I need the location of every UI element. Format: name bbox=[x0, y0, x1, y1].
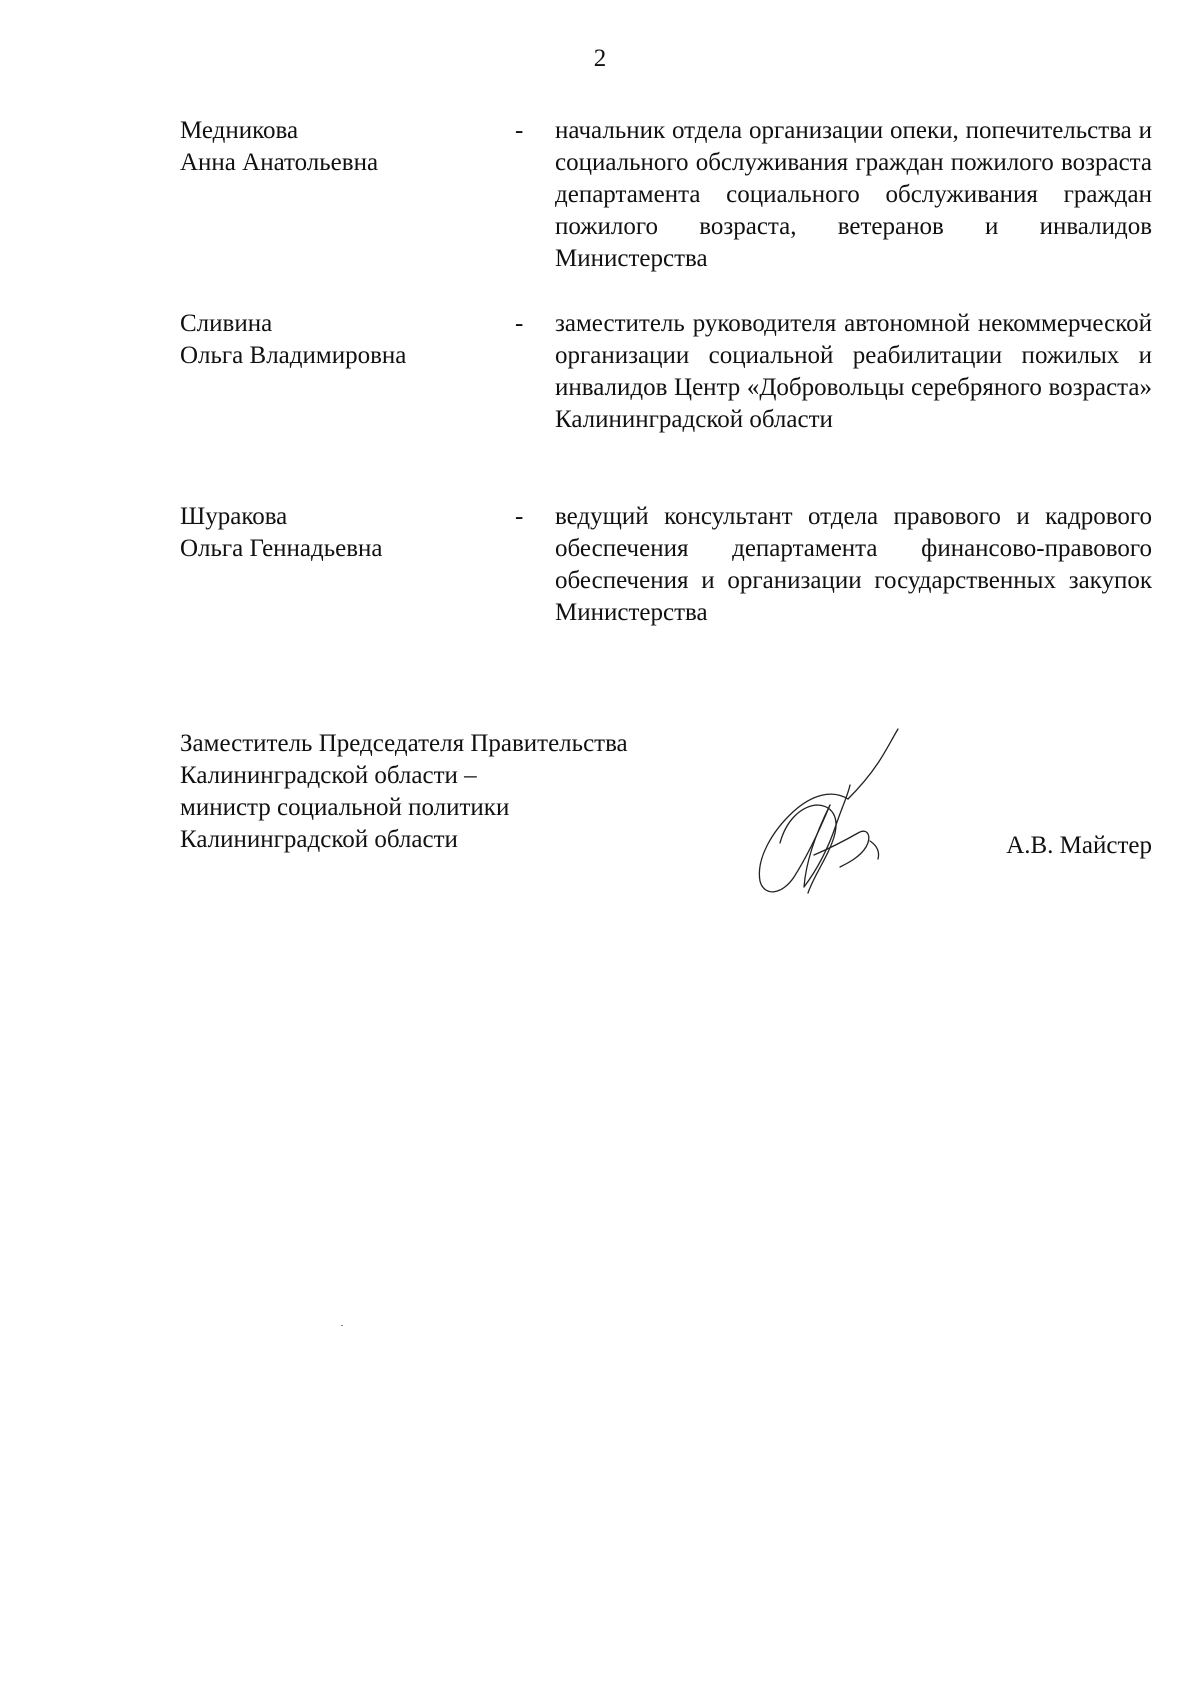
member-dash: - bbox=[515, 503, 524, 530]
member-name bbox=[180, 308, 406, 372]
member-role: ведущий консультант отдела правового и кадрового обеспечения департамента финансово-правового обеспечения и организации государственных закупок Министерства bbox=[555, 503, 1152, 626]
member-given-names: Анна Анатольевна bbox=[180, 149, 379, 176]
member-surname: Шуракова bbox=[180, 503, 288, 530]
member-dash: - bbox=[515, 310, 524, 337]
signatory-position-line: Калининградской области – bbox=[180, 762, 477, 789]
member-entry bbox=[0, 501, 1200, 694]
member-dash: - bbox=[515, 117, 524, 144]
signer-name: А.В. Майстер bbox=[1006, 832, 1152, 859]
signatory-position-line: Калининградской области bbox=[180, 826, 458, 853]
scan-speck bbox=[341, 1325, 343, 1326]
member-name bbox=[180, 501, 383, 565]
member-list bbox=[0, 115, 1200, 694]
member-role: заместитель руководителя автономной некоммерческой организации социальной реабилитации пожилых и инвалидов Центр «Добровольцы серебряного возраста» Калининградской области bbox=[555, 310, 1152, 433]
member-entry bbox=[0, 115, 1200, 308]
member-entry bbox=[0, 308, 1200, 501]
page-number: 2 bbox=[593, 45, 607, 72]
member-given-names: Ольга Владимировна bbox=[180, 342, 407, 369]
signatory-position bbox=[180, 728, 720, 856]
member-surname: Медникова bbox=[180, 117, 299, 144]
member-given-names: Ольга Геннадьевна bbox=[180, 535, 383, 562]
member-role: начальник отдела организации опеки, попечительства и социального обслуживания граждан пожилого возраста департамента социального обслуживания граждан пожилого возраста, ветеранов и инвалидов Министерства bbox=[555, 117, 1152, 272]
member-name bbox=[180, 115, 378, 179]
signatory-position-line: министр социальной политики bbox=[180, 794, 510, 821]
signatory-position-line: Заместитель Председателя Правительства bbox=[180, 730, 628, 757]
handwritten-signature bbox=[720, 725, 910, 900]
member-surname: Сливина bbox=[180, 310, 273, 337]
